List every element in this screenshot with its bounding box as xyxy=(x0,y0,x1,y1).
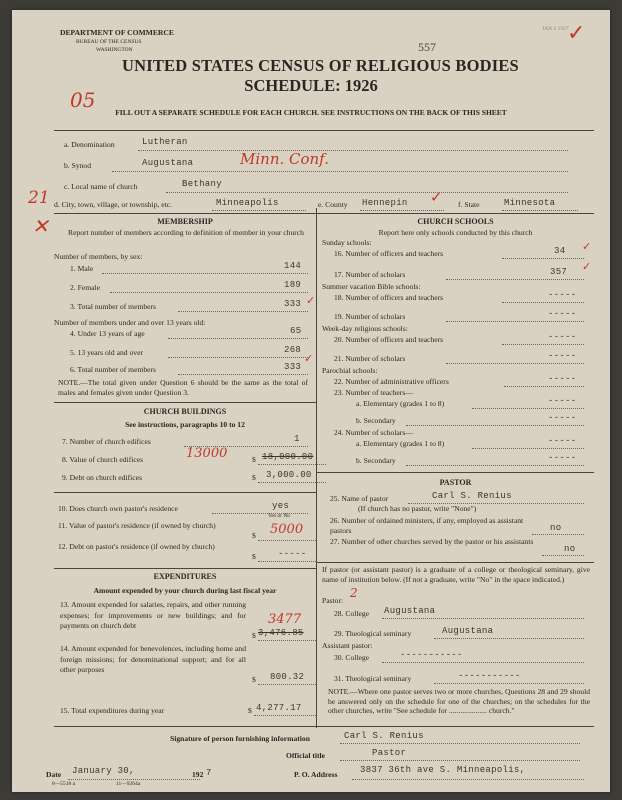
church-name-label: c. Local name of church xyxy=(64,182,138,191)
buildings-sub: See instructions, paragraphs 10 to 12 xyxy=(125,420,245,429)
q2-label: 2. Female xyxy=(70,283,100,292)
q5-label: 5. 13 years old and over xyxy=(70,348,143,357)
check-mark-icon: ✓ xyxy=(567,20,586,45)
q30-value[interactable]: ----------- xyxy=(400,650,463,660)
q23a-label: a. Elementary (grades 1 to 8) xyxy=(356,399,445,408)
q6-value[interactable]: 333 xyxy=(284,362,302,372)
q11-handwritten: 5000 xyxy=(270,522,304,537)
form-instruction: FILL OUT A SEPARATE SCHEDULE FOR EACH CHURCH. SEE INSTRUCTIONS ON THE BACK OF THIS SHEET xyxy=(115,108,507,117)
ident-rule xyxy=(54,213,594,214)
q24b-value[interactable]: ----- xyxy=(548,453,577,463)
state-value[interactable]: Minnesota xyxy=(504,198,556,208)
q6-label: 6. Total number of members xyxy=(70,365,157,374)
q2-value[interactable]: 189 xyxy=(284,280,302,290)
summer-label: Summer vacation Bible schools: xyxy=(322,282,421,291)
city-value[interactable]: Minneapolis xyxy=(216,198,279,208)
asst-pastor-sublabel: Assistant pastor: xyxy=(322,641,373,650)
q5-value[interactable]: 268 xyxy=(284,345,302,355)
form-title: UNITED STATES CENSUS OF RELIGIOUS BODIES xyxy=(122,56,519,75)
dept-name: DEPARTMENT OF COMMERCE xyxy=(60,28,174,37)
q13-handwritten: 3477 xyxy=(268,612,302,627)
q4-label: 4. Under 13 years of age xyxy=(70,329,145,338)
county-label: e. County xyxy=(318,200,348,209)
church-name-line xyxy=(166,192,568,193)
q15-label: 15. Total expenditures during year xyxy=(60,706,165,715)
synod-line xyxy=(112,171,568,172)
schedule-paper: DEPARTMENT OF COMMERCE BUREAU OF THE CENSUS WASHINGTON 557 JAN 2 1927 ✓ UNITED STATES CENSUS OF RELIGIOUS BODIES SCHEDULE: 1926 05 FILL OUT A SEPARATE SCHEDULE FOR EACH CHURCH. SEE INSTRUCTIONS ON THE BACK OF THIS SHEET a. Denomination Lutheran b. Synod Augustana Minn. Conf. c. Local name of church Bethany 21 ✕ d. City, town, village, or township, etc. Minneapolis e. County Hennepin ✓ f. State Minnesota MEMBERSHIP Report number of members according to definition of member in your church Number of members, by sex: 1. Male 144 2. Female 189 3. Total number of members 333 ✓ Number of members under and over 13 years old: 4. Under 13 years of age 65 5. 13 years old and over 268 6. Total number of members 333 ✓ NOTE.—The total given under Question 6 should be the same as the total of males and females given under Question 3. CHURCH BUILDINGS See instructions, paragraphs 10 to 12 7. Number of church edifices 1 8. Value of church edifices $ 18,000.00 13000 9. Debt on church edifices $ 3,000.00 10. Does church own pastor's residence yes Yes or No 11. Value of pastor's residence (if owned by church) $ 5000 12. Debt on pastor's residence (if owned by church) $ ----- EXPENDITURES Amount expended by your church during last fiscal year 13. Amount expended for salaries, repairs, and other running expenses; for improvements or new buildings; and for payments on church debt $ 3,476.85 3477 14. Amount expended for benevolences, including home and foreign missions; for denominational support; and for all other purposes $ 800.32 15. Total expenditures during year $ 4,277.17 CHURCH SCHOOLS Report here only schools conducted by this church Sunday schools: 16. Number of officers and teachers 34 ✓ 17. Number of scholars 357 ✓ Summer vacation Bible schools: 18. Number of officers and teachers ----- 19. Number of scholars ----- Week-day religious schools: 20. Number of officers and teachers ----- 21. Number of scholars ----- Parochial schools: 22. Number of administrative officers ----- 23. Number of teachers— a. Elementary (grades 1 to 8) ----- b. Secondary ----- 24. Number of scholars— a. Elementary (grades 1 to 8) ----- b. Secondary ----- PASTOR 25. Name of pastor Carl S. Renius (If church has no pastor, write "None") 26. Number of ordained ministers, if any, employed as assistant pastors no 27. Number of other churches served by the pastor or his assistants no If pastor (or assistant pastor) is a graduate of a college or theological seminary, give name of institution below. (If not a graduate, write "No" in the space indicated.) Pastor: 2 28. College Augustana 29. Theological seminary Augustana Assistant pastor: 30. College ----------- 31. Theological seminary ----------- NOTE.—Where one pastor serves two or more churches, Questions 28 and 29 should be answered only on the schedule for one of the churches; on the schedules for the other churches, write "See schedule for .................... church." Signature of person furnishing information Carl S. Renius Official title Pastor Date January 30, 192 7 P. O. Address 3837 36th ave S. Minneapolis, 8—5518 a 11—9264a xyxy=(12,10,610,792)
q22-value[interactable]: ----- xyxy=(548,374,577,384)
synod-label: b. Synod xyxy=(64,161,92,170)
q14-value[interactable]: 800.32 xyxy=(270,672,305,682)
official-title-label: Official title xyxy=(286,751,326,760)
q30-label: 30. College xyxy=(334,653,370,662)
membership-note: NOTE.—The total given under Question 6 should be the same as the total of males and females given under Question 3. xyxy=(58,378,308,397)
schedule-number: 557 xyxy=(418,40,436,54)
q3-value[interactable]: 333 xyxy=(284,299,302,309)
q31-value[interactable]: ----------- xyxy=(458,671,521,681)
pastor-sublabel: Pastor: xyxy=(322,596,344,605)
official-title-value[interactable]: Pastor xyxy=(372,748,407,758)
q28-handwritten: 2 xyxy=(350,586,358,600)
date-year-digit[interactable]: 7 xyxy=(206,768,212,778)
q1-label: 1. Male xyxy=(70,264,94,273)
q25-note: (If church has no pastor, write "None") xyxy=(358,504,477,513)
q11-label: 11. Value of pastor's residence (if owned by church) xyxy=(58,521,216,530)
q24a-label: a. Elementary (grades 1 to 8) xyxy=(356,439,445,448)
q7-label: 7. Number of church edifices xyxy=(62,437,151,446)
schedule-title: SCHEDULE: 1926 xyxy=(244,76,378,95)
date-value[interactable]: January 30, xyxy=(72,766,135,776)
pastor-note: NOTE.—Where one pastor serves two or more churches, Questions 28 and 29 should be answered only on the schedule for one of the churches; on the schedules for the other churches, write "See schedule for .................... church." xyxy=(328,687,590,715)
q15-value[interactable]: 4,277.17 xyxy=(256,703,302,713)
membership-heading: MEMBERSHIP xyxy=(157,217,213,226)
margin-cross-icon: ✕ xyxy=(32,214,49,238)
q6-check-icon: ✓ xyxy=(304,353,314,365)
q29-value[interactable]: Augustana xyxy=(442,626,494,636)
synod-handwritten: Minn. Conf. xyxy=(240,150,329,168)
city-line xyxy=(212,210,306,211)
county-value[interactable]: Hennepin xyxy=(362,198,408,208)
q17-check-icon: ✓ xyxy=(582,261,592,273)
address-value[interactable]: 3837 36th ave S. Minneapolis, xyxy=(360,765,526,775)
q29-label: 29. Theological seminary xyxy=(334,629,412,638)
q16-check-icon: ✓ xyxy=(582,241,592,253)
county-line xyxy=(360,210,444,211)
city-label: d. City, town, village, or township, etc. xyxy=(54,200,173,209)
q24-label: 24. Number of scholars— xyxy=(334,428,413,437)
q24b-label: b. Secondary xyxy=(356,456,396,465)
hand-code: 05 xyxy=(70,88,96,112)
form-number: 8—5518 a xyxy=(52,781,76,787)
county-check-icon: ✓ xyxy=(430,190,443,206)
sunday-label: Sunday schools: xyxy=(322,238,372,247)
signature-value[interactable]: Carl S. Renius xyxy=(344,731,424,741)
city-name: WASHINGTON xyxy=(96,47,133,53)
q20-value[interactable]: ----- xyxy=(548,332,577,342)
date-year-prefix: 192 xyxy=(192,770,204,779)
expenditures-sub: Amount expended by your church during last fiscal year xyxy=(93,586,277,595)
synod-value[interactable]: Augustana xyxy=(142,158,194,168)
margin-mark: 21 xyxy=(28,188,50,208)
q28-label: 28. College xyxy=(334,609,370,618)
q8-handwritten: 13000 xyxy=(186,446,228,461)
q26-label: 26. Number of ordained ministers, if any, employed as assistant pastors xyxy=(330,516,524,535)
q10-value[interactable]: yes xyxy=(272,501,290,511)
members-by-sex-label: Number of members, by sex: xyxy=(54,252,143,261)
column-divider xyxy=(316,208,317,728)
q20-label: 20. Number of officers and teachers xyxy=(334,335,444,344)
q12-label: 12. Debt on pastor's residence (if owned by church) xyxy=(58,542,215,551)
members-by-age-label: Number of members under and over 13 years old: xyxy=(54,318,206,327)
q21-value[interactable]: ----- xyxy=(548,351,577,361)
q27-value[interactable]: no xyxy=(564,544,576,554)
q7-value[interactable]: 1 xyxy=(294,434,300,444)
q9-value[interactable]: 3,000.00 xyxy=(266,470,312,480)
q8-label: 8. Value of church edifices xyxy=(62,455,144,464)
q3-check-icon: ✓ xyxy=(306,295,316,307)
church-name-value[interactable]: Bethany xyxy=(182,179,222,189)
q24a-value[interactable]: ----- xyxy=(548,436,577,446)
q12-value[interactable]: ----- xyxy=(278,549,307,559)
q28-value[interactable]: Augustana xyxy=(384,606,436,616)
weekday-label: Week-day religious schools: xyxy=(322,324,408,333)
q17-label: 17. Number of scholars xyxy=(334,270,406,279)
q18-label: 18. Number of officers and teachers xyxy=(334,293,444,302)
denomination-value[interactable]: Lutheran xyxy=(142,137,188,147)
q26-value[interactable]: no xyxy=(550,523,562,533)
buildings-heading: CHURCH BUILDINGS xyxy=(143,407,227,416)
q23b-label: b. Secondary xyxy=(356,416,396,425)
q17-value[interactable]: 357 xyxy=(550,267,568,277)
state-label: f. State xyxy=(458,200,480,209)
received-stamp: JAN 2 1927 xyxy=(542,26,569,32)
signature-label: Signature of person furnishing information xyxy=(170,734,310,743)
q25-value[interactable]: Carl S. Renius xyxy=(432,491,512,501)
schools-heading: CHURCH SCHOOLS xyxy=(417,217,494,226)
q31-label: 31. Theological seminary xyxy=(334,674,412,683)
q10-label: 10. Does church own pastor's residence xyxy=(58,504,178,513)
state-line xyxy=(502,210,578,211)
q21-label: 21. Number of scholars xyxy=(334,354,406,363)
q3-label: 3. Total number of members xyxy=(70,302,157,311)
q16-value[interactable]: 34 xyxy=(554,246,566,256)
q23b-value[interactable]: ----- xyxy=(548,413,577,423)
q13-label: 13. Amount expended for salaries, repairs, and other running expenses; for improvements or new buildings; and for payments on church debt xyxy=(60,600,246,630)
q9-label: 9. Debt on church edifices xyxy=(62,473,142,482)
address-label: P. O. Address xyxy=(294,770,338,779)
q8-value[interactable]: 18,000.00 xyxy=(262,452,314,462)
q13-value[interactable]: 3,476.85 xyxy=(258,628,304,638)
q23-label: 23. Number of teachers— xyxy=(334,388,413,397)
bureau-name: BUREAU OF THE CENSUS xyxy=(76,39,142,45)
graduate-note: If pastor (or assistant pastor) is a graduate of a college or theological seminary, give name of institution below. (If not a graduate, write "No" in the space indicated.) xyxy=(322,565,590,584)
q19-label: 19. Number of scholars xyxy=(334,312,406,321)
expenditures-heading: EXPENDITURES xyxy=(153,572,217,581)
print-number: 11—9264a xyxy=(116,781,141,787)
membership-intro: Report number of members according to definition of member in your church xyxy=(68,228,304,237)
q14-label: 14. Amount expended for benevolences, including home and foreign missions; for denominational support; and for all other purposes xyxy=(60,644,246,674)
parochial-label: Parochial schools: xyxy=(322,366,378,375)
date-label: Date xyxy=(46,770,62,779)
q18-value[interactable]: ----- xyxy=(548,290,577,300)
q1-value[interactable]: 144 xyxy=(284,261,302,271)
denomination-label: a. Denomination xyxy=(64,140,115,149)
pastor-heading: PASTOR xyxy=(439,478,472,487)
q19-value[interactable]: ----- xyxy=(548,309,577,319)
q23a-value[interactable]: ----- xyxy=(548,396,577,406)
denomination-line xyxy=(138,150,568,151)
schools-intro: Report here only schools conducted by this church xyxy=(378,228,533,237)
q27-label: 27. Number of other churches served by the pastor or his assistants xyxy=(330,537,534,546)
q25-label: 25. Name of pastor xyxy=(330,494,389,503)
q16-label: 16. Number of officers and teachers xyxy=(334,249,444,258)
q10-note: Yes or No xyxy=(268,513,291,519)
q4-value[interactable]: 65 xyxy=(290,326,302,336)
header-rule xyxy=(54,130,594,131)
q22-label: 22. Number of administrative officers xyxy=(334,377,449,386)
